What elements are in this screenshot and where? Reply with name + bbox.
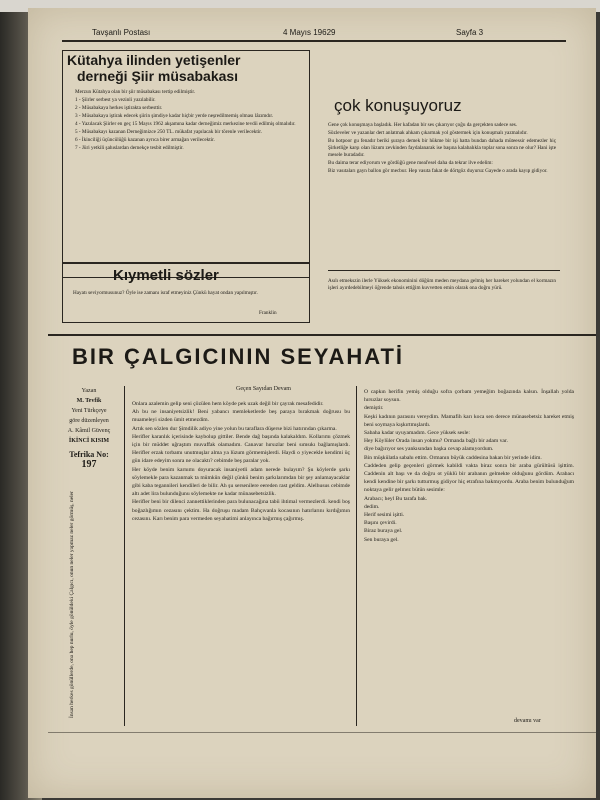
byline-section: İKİNCİ KISIM bbox=[68, 438, 110, 444]
story-paragraph: Onlara azalemin gelip seni çözülen hem köyde pek uzak değil bir çayrak mesafedidir. bbox=[132, 401, 324, 407]
story-paragraph: Arabacı; heyl Bu tarafa bak. bbox=[364, 495, 428, 502]
contest-item: 3 - Müsabakaya iştirak edecek şiirin şimdiye kadar hiçbir yerde neşredilmemiş olması lâzımdır. bbox=[75, 113, 274, 119]
talk-paragraph: Bu hotpoor gu fenadır beriki şuraya demek bir hükme bir işi hatta bundan dahada müteessir edemezler hiç Şirketliğe karşı olan lüzum zevkinden faydalanarak ise başına kalabalıkla toplar sona sonra ne olur? Hani işte mesele buradadır. bbox=[328, 138, 556, 158]
continued-note: Geçen Sayıdan Devam bbox=[236, 386, 291, 392]
story-paragraph: Herifler karanlık içerisinde kaybolup gittiler. Bende dağ başında kalakaldım. Kollarımı çözmek için bir müddet uğraştım muvaffak olamadım. Canavar hırsızlar beni sımsıkı bağlamışlardı. Herifler erzak torbamı unutmuşlar alma ya lüzum görmemişlerdi. Haydi o yiyecekle kendimi üç gün idare edeyim sonra ne olacaktı? cebimde beş paralar yok. bbox=[132, 433, 350, 465]
byline-label: Yazan bbox=[81, 388, 97, 394]
byline-note: Yeni Türkçeye bbox=[71, 408, 107, 414]
byline-note: göre düzenleyen bbox=[69, 418, 109, 424]
newspaper-page bbox=[28, 8, 596, 798]
page-number: Sayfa 3 bbox=[456, 28, 484, 37]
continued-mark: devamı var bbox=[514, 718, 541, 724]
column-rule-1 bbox=[124, 386, 125, 726]
byline bbox=[58, 386, 120, 470]
story-paragraph: Bin müşkülatla sabahı ettim. Ormanın büyük caddesina bakan bir yerinde idim. bbox=[364, 454, 542, 461]
story-column-2 bbox=[364, 388, 574, 544]
story-title: BIR ÇALGICININ SEYAHATİ bbox=[72, 344, 405, 369]
story-paragraph: dedim. bbox=[364, 503, 380, 510]
byline-author: M. Tevfik bbox=[76, 398, 102, 404]
story-paragraph: Artık sen sözlen dur Şimdilik adiyo yine yolun bu taraflara düşerse bizi hatırından çıkarma. bbox=[132, 425, 337, 432]
story-paragraph: Herif sesimi işitti. bbox=[364, 512, 405, 519]
contest-intro: Merzun Kütahya olan bir şiir müsabakası tertip edilmiştir. bbox=[75, 89, 196, 95]
story-paragraph: Biraz buraya gel. bbox=[364, 528, 403, 535]
issue-date: 4 Mayıs 19629 bbox=[283, 28, 336, 37]
bottom-rule bbox=[48, 732, 596, 733]
story-paragraph: Sen buraya gel. bbox=[364, 536, 399, 543]
talk-title: çok konuşuyoruz bbox=[334, 96, 462, 115]
contest-body bbox=[75, 89, 301, 153]
sayings-text: Hayatı seviyormusunuz? Öyle ise zamanı israf etmeyiniz Çünkü hayat ondan yapılmıştır. bbox=[73, 290, 258, 296]
story-paragraph: Herifler beni bir dilenci zannettiklerinden para bulunacağına tabii ihtimal vermezlerdi. kendi boş boğazlığımın cezasını çektim. Ha doğruşu madam Bahçıvanla kocasının hatırlarını kırdığımın cezasını. Karı benim para vermeden seyahatimi anlayınca bağırmış çağırmış. bbox=[132, 499, 350, 522]
story-paragraph: Caddeden gelip geçenleri görmek kabildi vakta biraz sonra bir araba gürültüsü işittim. Caddenin alt başı ve da doğru ot yüklü bir arabanın gelmekte olduğunu gördüm. Arabacı kendi kendine bir şarkı tutturmuş gidiyor hiç etrafına bakmıyordu. Araba benim bulunduğum noktaya gelir gelmez bütün sesimle: bbox=[364, 462, 574, 494]
contest-item: 6 - İkinciliği üçüncülüğü kazanan ayrıca birer armağan verilecektir. bbox=[75, 137, 215, 143]
story-paragraph: Keşki kadının parasını vereydim. Mamafih karı koca sen derece münasebetsiz hareket etmiş beni soymaya kışkırtmışlardı. bbox=[364, 413, 574, 428]
serial-number: 197 bbox=[81, 459, 97, 470]
story-paragraph: Sabaha kadar uyuyamadım. Gece yüksek sesle: bbox=[364, 430, 470, 437]
talk-closing: Asılı etmekszin ilerle Yüksek ekonominini döğüm meden meydana gelmiş her hareket yolundan el kormazın işleri ayırdedebilmeyi öğrende tahsis ettiğim kuvvetten emin olarak ona doğru yürü. bbox=[328, 278, 556, 291]
story-paragraph: diye bağırıyor ses yankısından başka cevap alamıyordum. bbox=[364, 446, 494, 453]
paper-name: Tavşanlı Postası bbox=[92, 28, 151, 37]
contest-title-2: derneği Şiir müsabakası bbox=[77, 68, 239, 84]
sayings-box bbox=[62, 262, 310, 323]
header-rule bbox=[62, 40, 566, 42]
sayings-author: Franklin bbox=[259, 310, 277, 316]
sayings-rule bbox=[63, 262, 309, 264]
story-paragraph: Başını çevirdi. bbox=[364, 520, 397, 527]
talk-rule bbox=[328, 270, 560, 271]
contest-item: 1 - Şiirler serbest ya vezinli yazılabilir. bbox=[75, 97, 156, 103]
contest-title-1: Kütahya ilinden yetişenler bbox=[67, 52, 241, 68]
talk-paragraph: Bu daima terar ediyorum ve gördüğü gene meal'esel daha da tekrar ilve edelim: bbox=[328, 160, 493, 166]
column-rule-2 bbox=[356, 386, 357, 726]
contest-item: 2 - Müsabakaya herkes iştirakta serbesttir. bbox=[75, 105, 163, 111]
story-paragraph: demiştir. bbox=[364, 405, 384, 412]
sayings-title: Kıymetli sözler bbox=[113, 267, 219, 284]
talk-paragraph: Gene çok konuşmaya başladık. Her kafadan bir ses çıkarıyor çoğu da gerçekten sadece ses. bbox=[328, 122, 518, 128]
talk-body bbox=[328, 122, 556, 176]
contest-item: 5 - Müsabakayı kazanan Derneğimizce 250 TL. mükafat yapılacak bir törenle verilecektir. bbox=[75, 129, 263, 135]
contest-item: 7 - Jüri yetkili şahıslardan dernekçe tesbit edilmiştir. bbox=[75, 145, 184, 151]
talk-paragraph: Sözleveler ve yazanlar dert anlatmak ahkam çıkarmak yol göstermek için konuşmalı yazmalıdır. bbox=[328, 130, 528, 136]
talk-paragraph: Biz vasıtaları gayn ballon gör mecbur. Hep vasıta fakat de dörtgöz duyuruz Gayede o arada kayıp gidiyor. bbox=[328, 168, 548, 174]
contest-item: 4 - Yazılacak Şiirler en geç 15 Mayıs 1962 akşamına kadar derneğimiz merkezine tevdii edilmiş olmalıdır. bbox=[75, 121, 296, 127]
contest-box bbox=[62, 50, 310, 278]
title-rule bbox=[48, 334, 596, 336]
byline-editor: A. Kâmil Güvenç bbox=[67, 428, 111, 434]
story-paragraph: Her köyde benim karnımı doyuracak insaniyetli adam nerede bulayım? Şu köylerde şarkı söylemekle para kazanmak ta mümkün değil çünkü benim şarkılarımdan bir şey anlamayacaklar gibi kaba tegannileri kendileri de bilir. Ah şu sersenilere eereden rast geldim. Alelhusus cebimde altı adet lira bulunduğunu söylemekte ne kadar münasebetsizlik. bbox=[132, 466, 350, 498]
story-paragraph: Hey Köylüler Orada insan yokmu? Ormanda bağlı bir adam var. bbox=[364, 438, 508, 445]
story-column-1 bbox=[132, 400, 350, 523]
story-paragraph: Ah bu ne insaniyetsizlik! Beni yabancı memleketlerde beş paraya bırakmak doğrusu bu muameleyi sizden ümit etmezdim. bbox=[132, 409, 350, 424]
serial-label: Tefrika No: bbox=[69, 450, 109, 459]
vertical-note: İnsan herkes gönüllerde, ona hep nurlu, öyle gönüldeki Çalgıcı, onun neler yapmaz neler görmüş, neler bbox=[69, 491, 75, 718]
story-paragraph: O capkın herifin yemiş olduğu sofra çorbam yemeğim boğazında kalsın. İnşallah yolda hırsızlar soysun. bbox=[364, 389, 574, 404]
